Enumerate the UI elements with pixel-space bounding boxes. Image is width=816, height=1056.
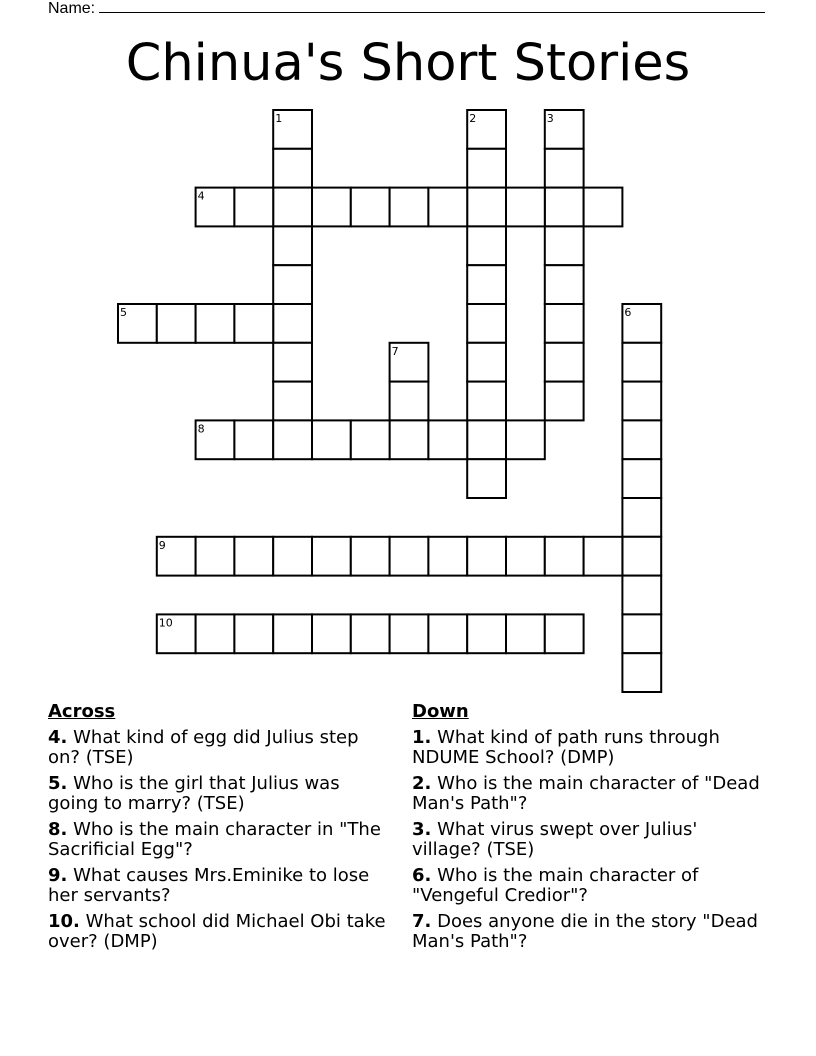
grid-cell	[545, 537, 584, 576]
grid-cell	[506, 420, 545, 459]
clue-number: 3.	[412, 819, 432, 840]
grid-cell	[234, 614, 273, 653]
grid-cell	[234, 188, 273, 227]
grid-cell	[545, 382, 584, 421]
page-title: Chinua's Short Stories	[125, 34, 691, 93]
clue-number-label: 6	[624, 306, 632, 319]
grid-cell	[622, 459, 661, 498]
down-clue-2	[412, 774, 762, 814]
grid-cell	[506, 188, 545, 227]
name-label: Name:	[48, 0, 96, 17]
grid-cell	[467, 537, 506, 576]
grid-cell	[584, 537, 623, 576]
grid-cell	[506, 537, 545, 576]
grid-cell	[273, 537, 312, 576]
grid-cell	[428, 537, 467, 576]
clue-number: 2.	[412, 773, 432, 794]
grid-cell	[467, 188, 506, 227]
grid-cell	[312, 420, 351, 459]
clue-number: 1.	[412, 727, 432, 748]
grid-cell	[234, 304, 273, 343]
grid-cell	[273, 149, 312, 188]
grid-cell	[428, 188, 467, 227]
clue-number-label: 3	[546, 112, 554, 125]
clue-number-label: 1	[275, 112, 283, 125]
grid-cell	[545, 149, 584, 188]
clue-number-label: 10	[158, 616, 173, 630]
grid-cell	[467, 226, 506, 265]
grid-cell	[390, 614, 429, 653]
grid-cell	[545, 614, 584, 653]
clue-text: Who is the main character in "The Sacrificial Egg"?	[48, 819, 381, 860]
clue-text: Does anyone die in the story "Dead Man's Path"?	[412, 911, 758, 952]
grid-cell	[467, 459, 506, 498]
clue-number-label: 5	[120, 306, 127, 319]
grid-cell	[196, 304, 235, 343]
grid-cell	[467, 343, 506, 382]
grid-cell	[584, 188, 623, 227]
down-clues	[412, 702, 762, 958]
grid-cell	[622, 653, 661, 692]
grid-cell	[622, 537, 661, 576]
across-clues	[48, 702, 393, 958]
grid-cell	[273, 382, 312, 421]
grid-cell	[622, 614, 661, 653]
grid-cell	[467, 614, 506, 653]
across-clue-8	[48, 820, 393, 860]
clue-number-label: 7	[391, 344, 399, 358]
grid-cell	[273, 188, 312, 227]
clue-number-label: 9	[158, 538, 166, 552]
grid-cell	[545, 265, 584, 304]
across-clue-4	[48, 728, 393, 768]
clue-number: 10.	[48, 911, 80, 932]
clue-number-label: 4	[197, 189, 205, 203]
grid-cell	[234, 420, 273, 459]
grid-cell	[622, 382, 661, 421]
grid-cell	[506, 614, 545, 653]
grid-cell	[622, 420, 661, 459]
clue-text: Who is the main character of "Vengeful Credior"?	[412, 865, 699, 906]
across-heading: Across	[48, 701, 116, 722]
grid-cell	[157, 304, 196, 343]
grid-cell	[390, 188, 429, 227]
grid-cell	[622, 498, 661, 537]
clue-number: 5.	[48, 773, 68, 794]
grid-cell	[273, 304, 312, 343]
down-heading: Down	[412, 701, 469, 722]
clue-number: 4.	[48, 727, 68, 748]
grid-cell	[196, 614, 235, 653]
grid-cell	[273, 343, 312, 382]
grid-cell	[312, 614, 351, 653]
grid-cell	[234, 537, 273, 576]
grid-cell	[390, 382, 429, 421]
grid-cell	[273, 420, 312, 459]
clue-text: Who is the main character of "Dead Man's Path"?	[412, 773, 760, 814]
grid-cell	[545, 343, 584, 382]
clue-number: 7.	[412, 911, 432, 932]
across-clue-10	[48, 912, 393, 952]
clue-text: What causes Mrs.Eminike to lose her servants?	[48, 865, 370, 906]
grid-cell	[390, 420, 429, 459]
grid-cell	[273, 614, 312, 653]
clue-text: What virus swept over Julius' village? (TSE)	[412, 819, 698, 860]
clue-number: 9.	[48, 865, 68, 886]
grid-cell	[545, 226, 584, 265]
clue-text: What kind of egg did Julius step on? (TSE)	[48, 727, 359, 768]
grid-cell	[351, 537, 390, 576]
clue-number-label: 2	[469, 112, 477, 125]
grid-cell	[467, 149, 506, 188]
across-clue-9	[48, 866, 393, 906]
grid-cell	[545, 188, 584, 227]
down-clue-1	[412, 728, 762, 768]
down-clue-7	[412, 912, 762, 952]
across-clue-5	[48, 774, 393, 814]
clue-text: What school did Michael Obi take over? (DMP)	[48, 911, 386, 952]
grid-cell	[428, 614, 467, 653]
clue-number: 6.	[412, 865, 432, 886]
grid-cell	[622, 576, 661, 615]
grid-cell	[467, 420, 506, 459]
clue-text: What kind of path runs through NDUME School? (DMP)	[412, 727, 720, 768]
grid-cell	[428, 420, 467, 459]
grid-cell	[351, 420, 390, 459]
grid-cell	[390, 537, 429, 576]
grid-cell	[467, 265, 506, 304]
grid-cell	[351, 188, 390, 227]
grid-cell	[312, 188, 351, 227]
grid-cell	[312, 537, 351, 576]
grid-cell	[467, 304, 506, 343]
grid-cell	[273, 226, 312, 265]
clue-number: 8.	[48, 819, 68, 840]
grid-cell	[273, 265, 312, 304]
grid-cell	[467, 382, 506, 421]
down-clue-6	[412, 866, 762, 906]
grid-cell	[196, 537, 235, 576]
clue-number-label: 8	[197, 422, 205, 436]
down-clue-3	[412, 820, 762, 860]
grid-cell	[351, 614, 390, 653]
grid-cell	[545, 304, 584, 343]
clue-text: Who is the girl that Julius was going to marry? (TSE)	[48, 773, 340, 814]
grid-cell	[622, 343, 661, 382]
